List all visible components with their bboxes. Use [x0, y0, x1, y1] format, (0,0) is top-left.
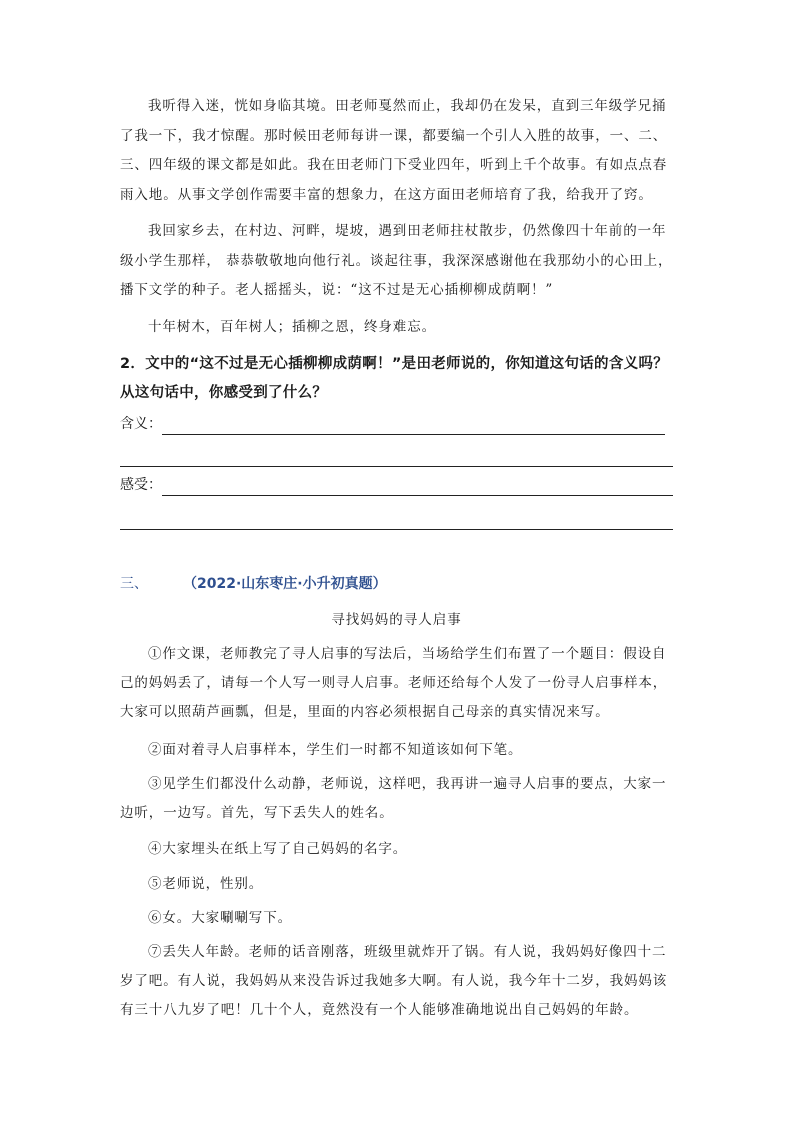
story-paragraph-6: ⑥女。大家唰唰写下。 — [148, 910, 292, 926]
meaning-label: 含义： — [120, 416, 162, 432]
feeling-answer-row — [120, 472, 673, 496]
section-number: 三、 — [120, 576, 148, 592]
feeling-label: 感受： — [120, 477, 162, 493]
feeling-answer-line[interactable] — [162, 495, 673, 496]
story-paragraph-2: ②面对着寻人启事样本，学生们一时都不知道该如何下笔。 — [148, 742, 523, 758]
section-3-heading — [120, 573, 387, 593]
meaning-answer-line[interactable] — [162, 434, 665, 435]
section-source: （2022·山东枣庄·小升初真题） — [183, 576, 387, 592]
story-paragraph-7: ⑦丢失人年龄。老师的话音刚落，班级里就炸开了锅。有人说，我妈妈好像四十二岁了吧。有人说，我妈妈从来没告诉过我她多大啊。有人说，我今年十二岁，我妈妈该有三十八九岁了吧！几十个人，竟然没有一个人能够准确地说出自己妈妈的年龄。 — [120, 944, 668, 1018]
story-paragraph-3: ③见学生们都没什么动静，老师说，这样吧，我再讲一遍寻人启事的要点，大家一边听，一边写。首先，写下丢失人的姓名。 — [120, 776, 667, 821]
passage-paragraph-2: 我回家乡去，在村边、河畔，堤坡，遇到田老师拄杖散步，仍然像四十年前的一年级小学生那样， 恭恭敬敬地向他行礼。谈起往事，我深深感谢他在我那幼小的心田上，播下文学的种子。老人摇摇头，说：“这不过是无心插柳柳成荫啊！” — [120, 223, 673, 298]
story-paragraph-1: ①作文课，老师教完了寻人启事的写法后，当场给学生们布置了一个题目：假设自己的妈妈丢了，请每一个人写一则寻人启事。老师还给每个人发了一份寻人启事样本，大家可以照葫芦画瓢，但是，里面的内容必须根据自己母亲的真实情况来写。 — [120, 646, 668, 720]
story-paragraph-4: ④大家埋头在纸上写了自己妈妈的名字。 — [148, 841, 408, 857]
question-2-text: 2．文中的“这不过是无心插柳柳成荫啊！”是田老师说的，你知道这句话的含义吗？从这句话中，你感受到了什么？ — [120, 356, 669, 401]
story-paragraph-5: ⑤老师说，性别。 — [148, 876, 264, 892]
passage-paragraph-1: 我听得入迷，恍如身临其境。田老师戛然而止，我却仍在发呆，直到三年级学兄捅了我一下，我才惊醒。那时候田老师每讲一课，都要编一个引人入胜的故事，一、二、三、四年级的课文都是如此。我在田老师门下受业四年，听到上千个故事。有如点点春雨入地。从事文学创作需要丰富的想象力，在这方面田老师培育了我，给我开了窍。 — [120, 98, 668, 203]
meaning-answer-line-2[interactable] — [120, 466, 673, 467]
meaning-answer-row — [120, 411, 673, 435]
feeling-answer-line-2[interactable] — [120, 529, 673, 530]
passage-paragraph-3: 十年树木，百年树人；插柳之恩，终身难忘。 — [148, 319, 436, 335]
passage-title: 寻找妈妈的寻人启事 — [331, 612, 462, 628]
